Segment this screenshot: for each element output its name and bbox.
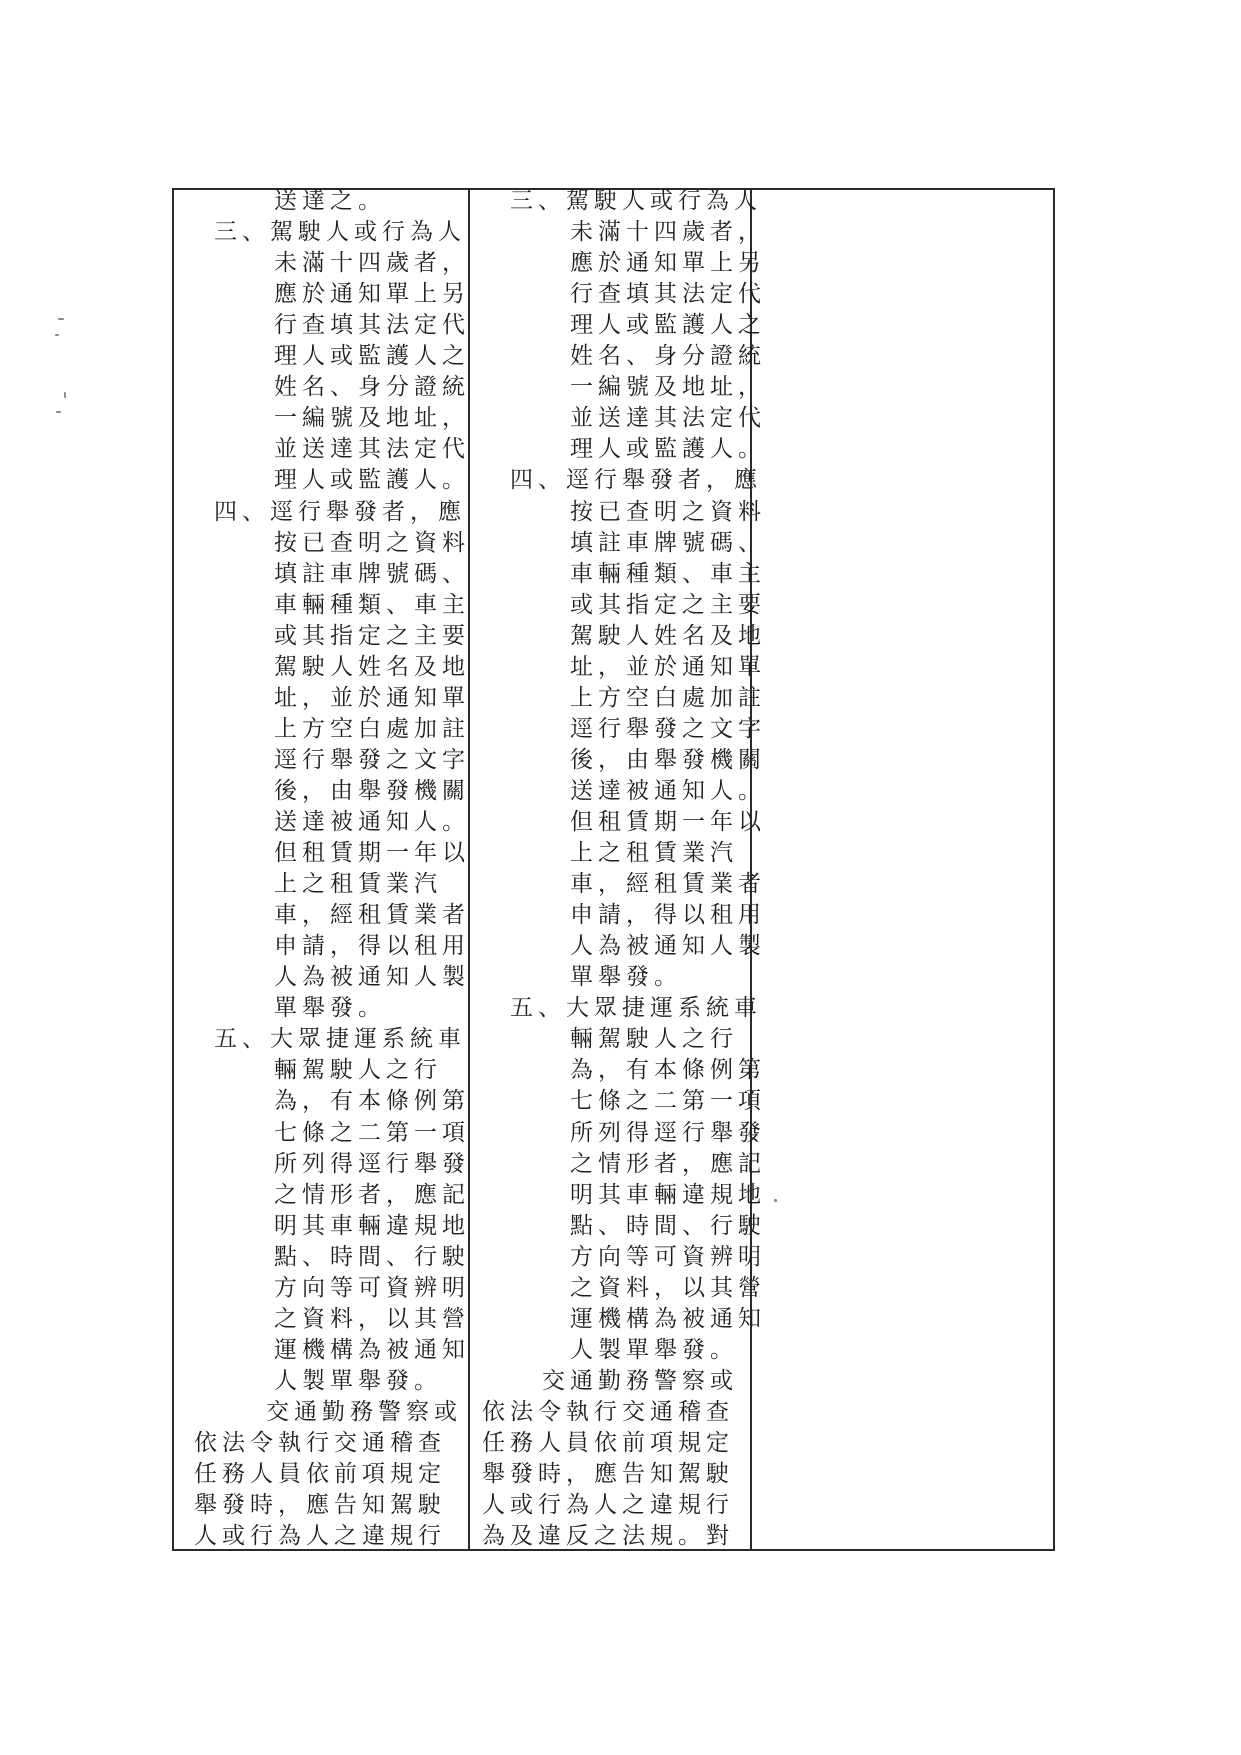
text-line: 七條之二第一項 <box>570 1088 766 1115</box>
text-line: 上之租賃業汽 <box>570 840 738 867</box>
text-line: 車，經租賃業者 <box>570 871 766 898</box>
text-line: 並送達其法定代 <box>274 436 470 463</box>
text-line: 輛駕駛人之行 <box>274 1057 442 1084</box>
text-line: 上方空白處加註 <box>570 684 766 711</box>
text-line: 但租賃期一年以 <box>570 809 766 835</box>
text-line: 五、大眾捷運系統車 <box>510 995 762 1022</box>
text-line: 依法令執行交通稽查 <box>482 1398 734 1425</box>
text-line: 行查填其法定代 <box>274 312 470 339</box>
left-column <box>174 190 468 1549</box>
text-line: 送達被通知人。 <box>274 809 470 835</box>
text-line: 車輛種類、車主 <box>570 560 766 587</box>
scan-mark <box>58 318 64 320</box>
text-line: 上之租賃業汽 <box>274 871 442 898</box>
text-line: 未滿十四歲者， <box>274 250 470 277</box>
text-line: 人或行為人之違規行 <box>482 1492 734 1519</box>
text-line: 人製單舉發。 <box>570 1336 738 1363</box>
text-line: 運機構為被通知 <box>570 1305 766 1332</box>
text-line: 一編號及地址， <box>570 374 766 401</box>
text-line: 車輛種類、車主 <box>274 591 470 618</box>
text-line: 行查填其法定代 <box>570 281 766 308</box>
text-line: 點、時間、行駛 <box>570 1212 766 1239</box>
text-line: 舉發時，應告知駕駛 <box>194 1492 446 1519</box>
text-line: 三、駕駛人或行為人 <box>510 188 762 214</box>
text-line: 交通勤務警察或 <box>542 1367 738 1394</box>
text-line: 駕駛人姓名及地 <box>274 653 470 680</box>
text-line: 理人或監護人。 <box>570 436 766 463</box>
text-line: 人為被通知人製 <box>274 964 470 991</box>
scan-mark <box>774 1199 777 1202</box>
text-line: 之資料，以其營 <box>274 1305 470 1332</box>
text-line: 但租賃期一年以 <box>274 840 470 867</box>
text-line: 五、大眾捷運系統車 <box>214 1026 466 1053</box>
text-line: 三、駕駛人或行為人 <box>214 219 466 246</box>
text-line: 理人或監護人。 <box>274 467 470 494</box>
text-line: 四、逕行舉發者，應 <box>214 498 466 525</box>
text-line: 點、時間、行駛 <box>274 1243 470 1270</box>
text-line: 方向等可資辨明 <box>274 1274 470 1301</box>
text-line: 四、逕行舉發者，應 <box>510 467 762 494</box>
text-line: 方向等可資辨明 <box>570 1243 766 1270</box>
text-line: 明其車輛違規地 <box>570 1181 766 1208</box>
text-line: 填註車牌號碼、 <box>274 560 470 587</box>
text-line: 應於通知單上另 <box>274 281 470 308</box>
text-line: 人製單舉發。 <box>274 1367 442 1394</box>
text-line: 車，經租賃業者 <box>274 902 470 929</box>
text-line: 理人或監護人之 <box>274 343 470 370</box>
text-line: 人或行為人之違規行 <box>194 1523 446 1550</box>
text-line: 駕駛人姓名及地 <box>570 622 766 649</box>
text-line: 單舉發。 <box>570 964 682 991</box>
text-line: 之情形者，應記 <box>274 1181 470 1208</box>
text-line: 之情形者，應記 <box>570 1150 766 1177</box>
text-line: 按已查明之資料 <box>570 498 766 525</box>
text-line: 為及違反之法規。對 <box>482 1523 734 1550</box>
text-line: 未滿十四歲者， <box>570 219 766 246</box>
text-line: 所列得逕行舉發 <box>274 1150 470 1177</box>
text-line: 任務人員依前項規定 <box>194 1461 446 1488</box>
text-line: 輛駕駛人之行 <box>570 1026 738 1053</box>
text-line: 依法令執行交通稽查 <box>194 1430 446 1456</box>
scan-mark <box>64 392 66 398</box>
text-line: 申請，得以租用 <box>274 933 470 960</box>
text-line: 址，並於通知單 <box>274 684 470 711</box>
text-line: 或其指定之主要 <box>274 622 470 649</box>
text-line: 按已查明之資料 <box>274 529 470 556</box>
text-line: 申請，得以租用 <box>570 902 766 929</box>
text-line: 後，由舉發機關 <box>274 777 470 804</box>
text-line: 送達被通知人。 <box>570 777 766 804</box>
text-line: 一編號及地址， <box>274 405 470 432</box>
text-line: 填註車牌號碼、 <box>570 529 766 556</box>
text-line: 姓名、身分證統 <box>274 374 470 401</box>
text-line: 任務人員依前項規定 <box>482 1430 734 1456</box>
text-line: 應於通知單上另 <box>570 250 766 277</box>
text-line: 址，並於通知單 <box>570 653 766 680</box>
text-line: 舉發時，應告知駕駛 <box>482 1461 734 1488</box>
text-line: 理人或監護人之 <box>570 312 766 339</box>
text-line: 逕行舉發之文字 <box>570 715 766 742</box>
right-column <box>752 190 1053 1549</box>
text-line: 運機構為被通知 <box>274 1336 470 1363</box>
text-line: 七條之二第一項 <box>274 1119 470 1146</box>
text-line: 送達之。 <box>274 188 386 214</box>
text-line: 上方空白處加註 <box>274 715 470 742</box>
text-line: 所列得逕行舉發 <box>570 1119 766 1146</box>
text-line: 逕行舉發之文字 <box>274 746 470 773</box>
text-line: 明其車輛違規地 <box>274 1212 470 1239</box>
text-line: 為，有本條例第 <box>274 1088 470 1115</box>
text-line: 並送達其法定代 <box>570 405 766 432</box>
text-line: 單舉發。 <box>274 995 386 1022</box>
text-line: 交通勤務警察或 <box>266 1398 462 1425</box>
text-line: 人為被通知人製 <box>570 933 766 960</box>
text-line: 或其指定之主要 <box>570 591 766 618</box>
middle-column <box>470 188 766 1550</box>
scan-mark <box>56 411 61 413</box>
text-line: 姓名、身分證統 <box>570 343 766 370</box>
text-line: 為，有本條例第 <box>570 1057 766 1084</box>
scan-mark <box>55 334 59 336</box>
text-line: 之資料，以其營 <box>570 1274 766 1301</box>
text-line: 後，由舉發機關 <box>570 746 766 773</box>
comparison-table <box>172 188 1055 1551</box>
